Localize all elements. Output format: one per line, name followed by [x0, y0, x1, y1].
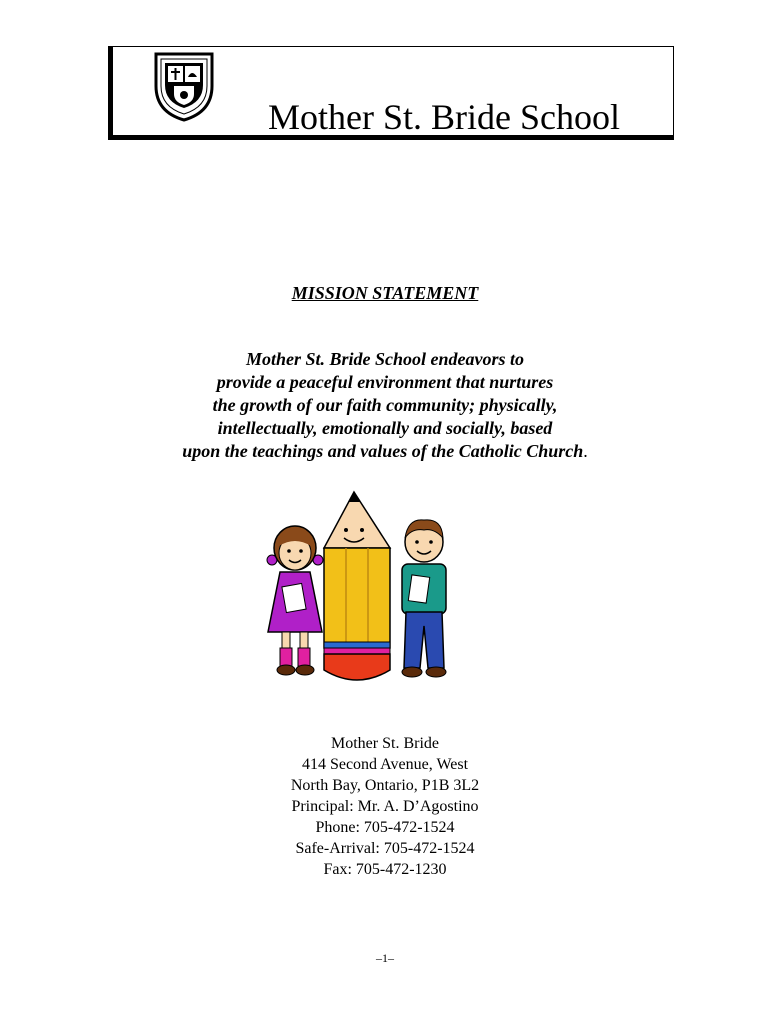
school-title: Mother St. Bride School [268, 97, 620, 137]
contact-school-name: Mother St. Bride [331, 735, 439, 752]
contact-safe-arrival: Safe-Arrival: 705-472-1524 [295, 840, 475, 857]
mission-line: the growth of our faith community; physically, [212, 395, 558, 415]
mission-line-text: upon the teachings and values of the Catholic Church [182, 441, 584, 461]
girl-figure [267, 526, 323, 675]
mission-period: . [583, 441, 588, 461]
contact-city: North Bay, Ontario, P1B 3L2 [290, 777, 480, 794]
contact-block [0, 733, 770, 880]
mission-line-last [0, 440, 770, 463]
mission-line: provide a peaceful environment that nurtures [216, 372, 554, 392]
contact-street: 414 Second Avenue, West [301, 756, 469, 773]
pencil-figure [324, 492, 390, 680]
mission-statement [0, 348, 770, 463]
school-crest-icon [150, 50, 218, 122]
children-pencil-illustration [262, 490, 457, 690]
mission-line: Mother St. Bride School endeavors to [245, 349, 525, 369]
page-number: –1– [376, 951, 394, 965]
mission-heading: MISSION STATEMENT [291, 283, 479, 303]
contact-principal: Principal: Mr. A. D’Agostino [291, 798, 479, 815]
contact-fax: Fax: 705-472-1230 [323, 861, 447, 878]
contact-phone: Phone: 705-472-1524 [315, 819, 455, 836]
mission-line: intellectually, emotionally and socially, based [217, 418, 553, 438]
boy-figure [402, 520, 446, 677]
